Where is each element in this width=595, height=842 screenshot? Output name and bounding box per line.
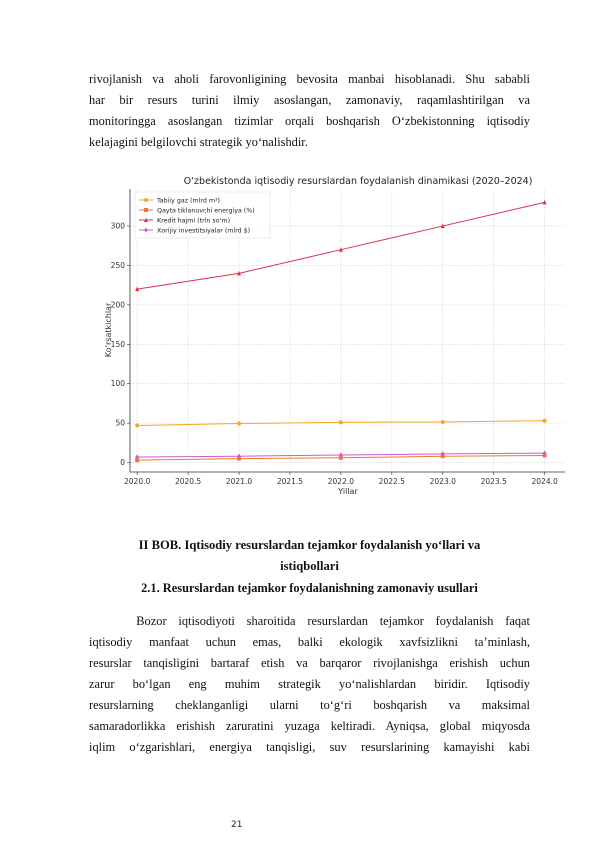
text-line: har bir resurs turini ilmiy asoslangan, zamonaviy, raqamlashtirilgan va (89, 93, 530, 107)
y-tick-label: 0 (120, 458, 125, 468)
x-tick-label: 2023.5 (480, 477, 507, 486)
legend-label: Tabiiy gaz (mlrd m³) (157, 197, 220, 205)
y-axis-label: Ko‘rsatkichlar (104, 302, 113, 358)
legend-label: Kredit hajmi (trln so‘m) (157, 217, 231, 225)
body-paragraph (89, 611, 530, 758)
x-tick-label: 2022.5 (378, 477, 405, 486)
x-tick-label: 2023.0 (429, 477, 456, 486)
text-line: resurslarning cheklanganligi ularni to‘g‘ri boshqarish va maksimal (89, 698, 530, 712)
y-tick-label: 300 (110, 221, 125, 231)
chapter-heading-line: istiqbollari (280, 559, 339, 573)
text-line: monitoringga asoslangan tizimlar orqali boshqarish O‘zbekistonning iqtisodiy (89, 114, 530, 128)
y-tick-label: 150 (110, 339, 125, 349)
section-heading: 2.1. Resurslardan tejamkor foydalanishning zamonaviy usullari (141, 581, 478, 595)
x-tick-label: 2022.0 (327, 477, 355, 486)
legend-marker (144, 208, 148, 212)
data-point (543, 419, 547, 423)
legend-marker (144, 198, 148, 202)
legend-label: Qayta tiklanuvchi energiya (%) (157, 207, 255, 215)
text-line: kelajagini belgilovchi strategik yo‘nalishdir. (89, 135, 308, 149)
line-chart (100, 170, 570, 500)
y-tick-label: 200 (110, 300, 125, 310)
text-line: Bozor iqtisodiyoti sharoitida resurslardan tejamkor foydalanish faqat (89, 614, 530, 628)
y-tick-label: 100 (110, 379, 125, 389)
data-point (135, 423, 139, 427)
data-point (441, 420, 445, 424)
x-axis-label: Yillar (338, 487, 358, 496)
text-line: iqtisodiy manfaat uchun emas, balki ekologik xavfsizlikni ta’minlash, (89, 635, 530, 649)
data-point (339, 420, 343, 424)
page-number: 21 (231, 820, 243, 830)
x-tick-label: 2021.5 (276, 477, 304, 486)
x-tick-label: 2020.5 (174, 477, 202, 486)
chart-legend (135, 192, 270, 238)
text-line: rivojlanish va aholi farovonligining bevosita manbai hisoblanadi. Shu sababli (89, 72, 530, 86)
legend-label: Xorijiy investitsiyalar (mlrd $) (157, 227, 251, 235)
chapter-heading (89, 535, 530, 577)
chapter-heading-line: II BOB. Iqtisodiy resurslardan tejamkor foydalanish yo‘llari va (138, 538, 481, 552)
y-tick-label: 250 (110, 260, 125, 270)
text-line: zarur bo‘lgan eng muhim strategik yo‘nalishlardan biridir. Iqtisodiy (89, 677, 530, 691)
x-tick-label: 2020.0 (124, 477, 151, 486)
text-line: iqlim o‘zgarishlari, energiya tanqisligi, suv resurslarining kamayishi kabi (89, 740, 530, 754)
text-line: samaradorlikka erishish zaruratini yuzaga keltiradi. Ayniqsa, global miqyosda (89, 719, 530, 733)
chart-title: O‘zbekistonda iqtisodiy resurslardan foydalanish dinamikasi (2020–2024) (183, 176, 533, 187)
data-point (237, 422, 241, 426)
text-line: resurslar tanqisligini bartaraf etish va barqaror rivojlanishga erishish uchun (89, 656, 530, 670)
x-tick-label: 2021.0 (225, 477, 253, 486)
x-tick-label: 2024.0 (531, 477, 558, 486)
y-tick-label: 50 (115, 418, 125, 428)
intro-paragraph (89, 69, 530, 153)
